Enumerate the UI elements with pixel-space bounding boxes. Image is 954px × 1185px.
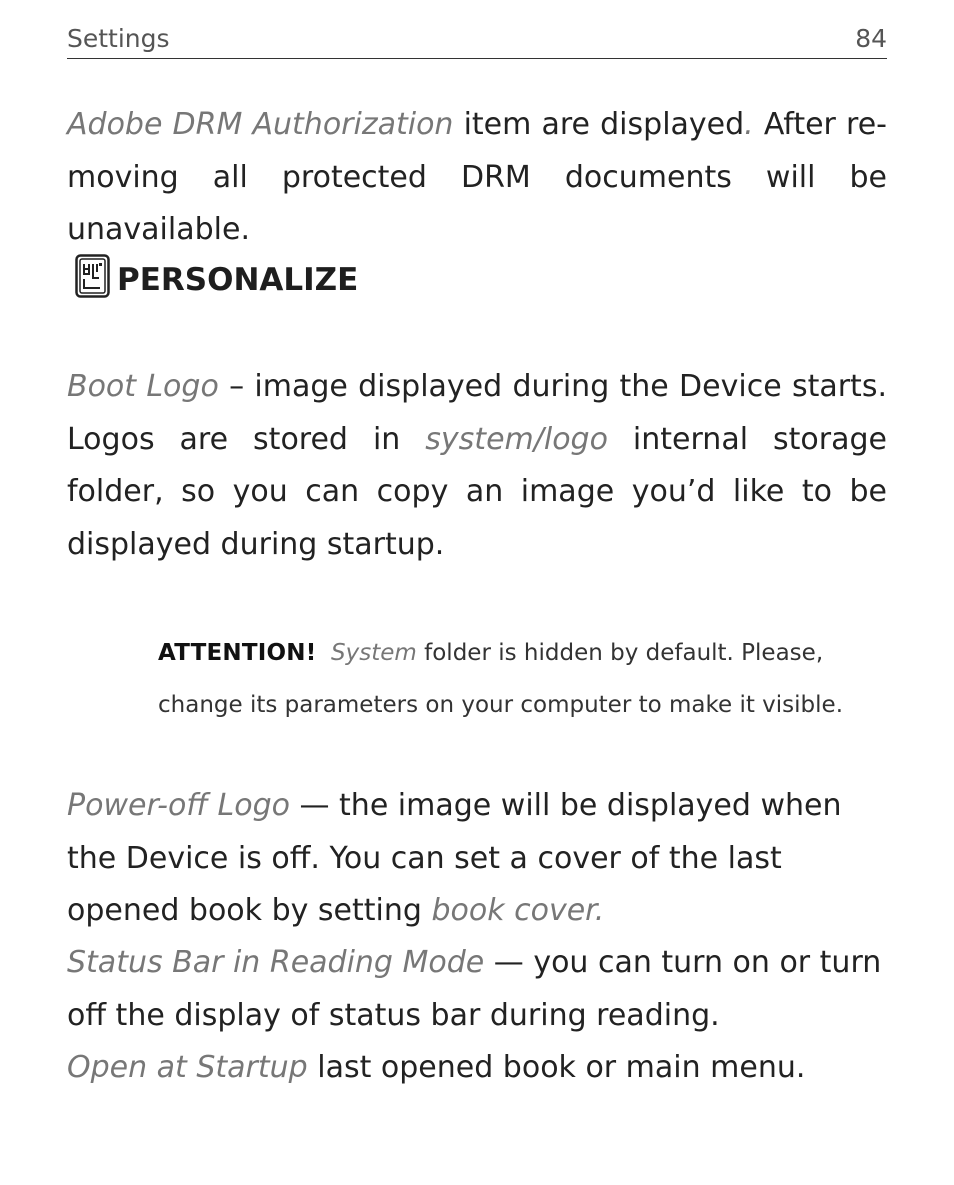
drm-text-1: item are displayed xyxy=(453,107,745,142)
attention-text: folder is hidden by default. Please, change its parameters on your computer to make it visible. xyxy=(158,640,844,718)
open-at-startup-text: last opened book or main menu. xyxy=(307,1050,806,1085)
system-logo-path: system/logo xyxy=(425,421,608,457)
boot-logo-text-1: – image displayed during the Device starts. Logos are stored in xyxy=(67,369,887,457)
boot-logo-text-2: internal storage folder, so you can copy an image you’d like to be displayed during startup. xyxy=(67,421,887,562)
power-off-logo-term: Power-off Logo xyxy=(67,788,290,823)
attention-label: ATTENTION! xyxy=(158,640,317,666)
book-cover-option: book cover xyxy=(431,893,595,928)
page-number: 84 xyxy=(855,24,887,53)
system-folder-term: System xyxy=(331,640,417,666)
status-bar-text: — you can turn on or turn off the display of status bar during reading. xyxy=(67,945,882,1033)
open-at-startup-paragraph xyxy=(67,1042,887,1095)
drm-paragraph xyxy=(67,99,887,257)
adobe-drm-term: Adobe DRM Authorization xyxy=(67,107,454,142)
power-off-logo-paragraph xyxy=(67,780,887,938)
page-header xyxy=(67,22,887,59)
status-bar-paragraph xyxy=(67,937,887,1042)
section-title: PERSONALIZE xyxy=(117,262,359,298)
status-bar-term: Status Bar in Reading Mode xyxy=(67,945,485,980)
drm-text-2: After re-moving all protected DRM documents will be unavailable. xyxy=(67,107,887,247)
attention-note xyxy=(158,627,888,731)
drm-dot: . xyxy=(744,107,754,142)
power-off-text-1: — the image will be displayed when the Device is off. You can set a cover of the last opened book by setting xyxy=(67,788,842,928)
personalize-icon xyxy=(75,254,110,298)
open-at-startup-term: Open at Startup xyxy=(67,1050,308,1085)
power-off-text-2: . xyxy=(594,893,605,928)
boot-logo-term: Boot Logo xyxy=(67,369,219,404)
boot-logo-paragraph xyxy=(67,361,887,571)
header-section-title: Settings xyxy=(67,24,170,53)
section-heading xyxy=(75,252,358,298)
